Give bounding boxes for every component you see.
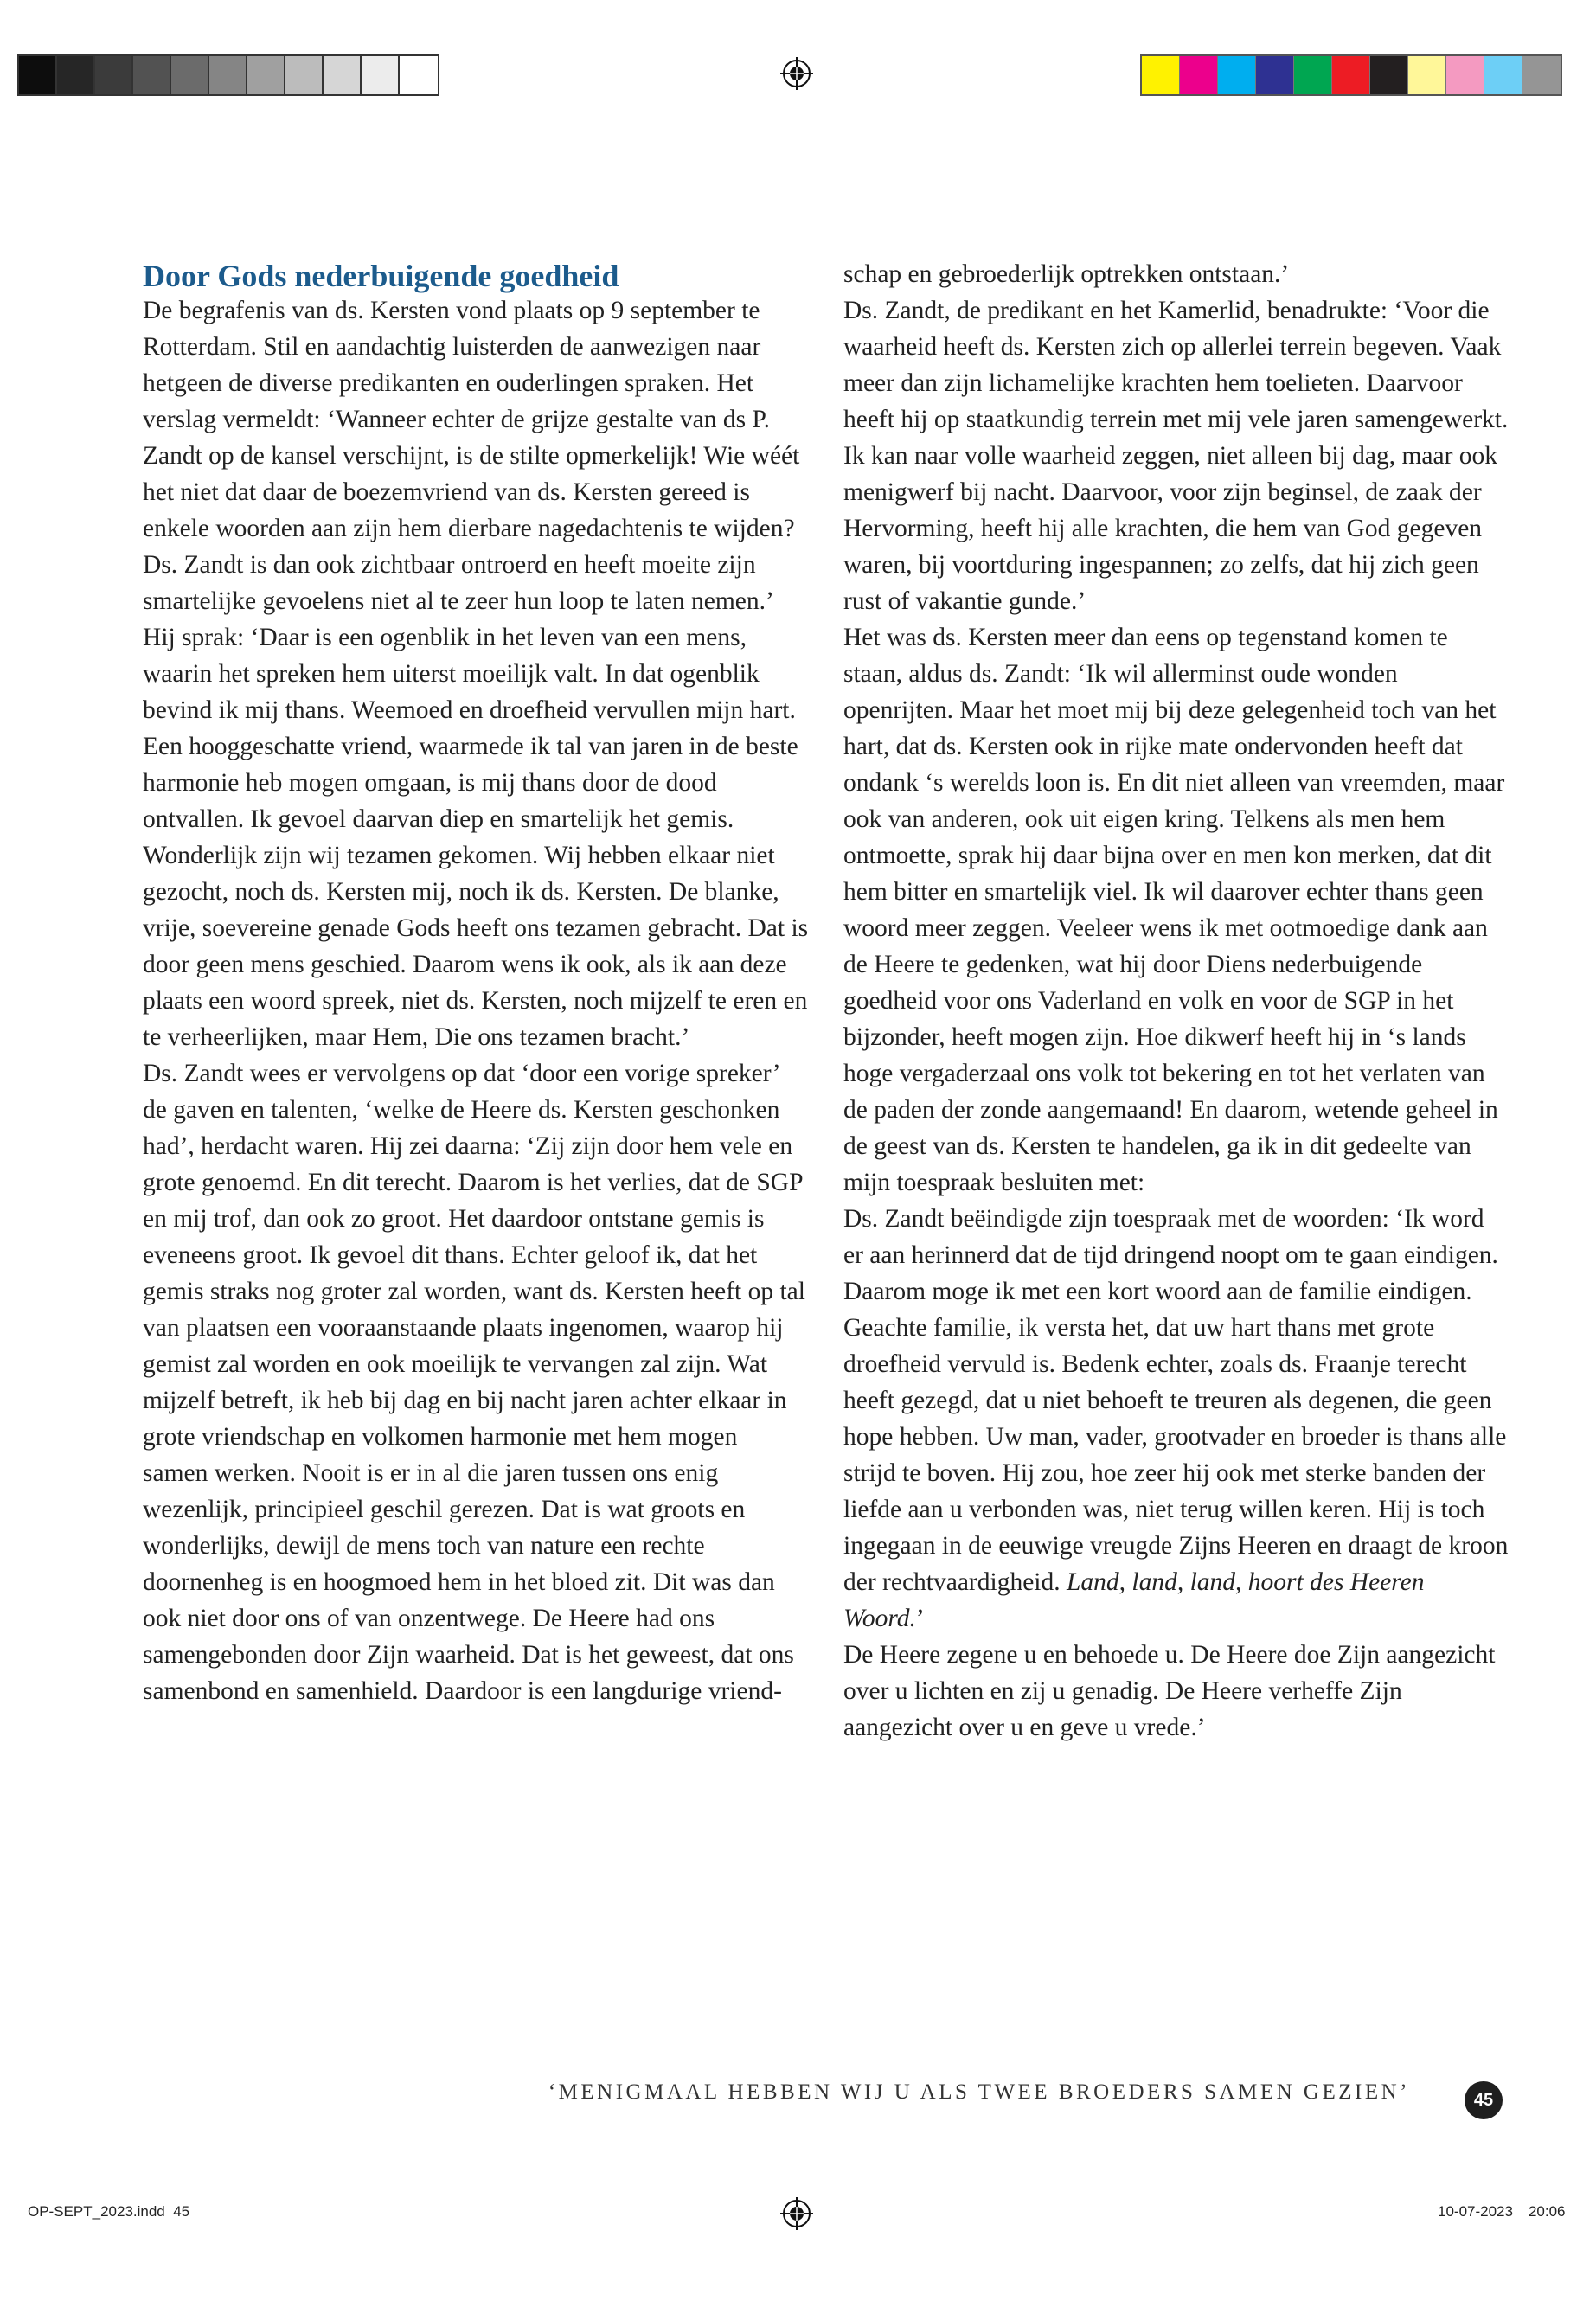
color-swatch [1484,56,1522,94]
color-swatch [1142,56,1180,94]
slug-date: 10-07-2023 [1438,2203,1513,2220]
bible-quote: Land, land, land, hoort des Heeren Woord. [843,1568,1425,1632]
grey-swatch [133,56,171,94]
color-swatch [1446,56,1484,94]
grey-swatch [362,56,400,94]
grey-swatch [19,56,57,94]
article-column-left [143,256,809,1709]
article-paragraph-with-quote [843,1201,1509,1637]
article-paragraph: Ds. Zandt, de predikant en het Kamerlid, benadrukte: ‘Voor die waarheid heeft ds. Kersten zich op allerlei terrein begeven. Vaak meer dan zijn lichamelijke krachten hem toelieten. Daarvoor heeft hij op staatkundig terrein met mij vele jaren samengewerkt. Ik kan naar volle waarheid zeggen, niet alleen bij dag, maar ook menigwerf bij nacht. Daarvoor, voor zijn beginsel, de zaak der Hervorming, heeft hij alle krachten, die hem van God gegeven waren, bij voortduring ingespannen; zo zelfs, dat hij zich geen rust of vakantie gunde.’ [843,297,1509,615]
quote-lead-text: Ds. Zandt beëindigde zijn toespraak met de woorden: ‘Ik word er aan herinnerd dat de tijd dringend noopt om te gaan eindigen. Daarom moge ik met een kort woord aan de familie eindigen. Geachte familie, ik versta het, dat uw hart thans met grote droefheid vervuld is. Bedenk echter, zoals ds. Fraanje terecht heeft gezegd, dat u niet behoeft te treuren als degenen, die geen hope hebben. Uw man, vader, grootvader en broeder is thans alle strijd te boven. Hij zou, hoe zeer hij ook met sterke banden der liefde aan u verbonden was, niet terug willen keren. Hij is toch ingegaan in de eeuwige vreugde Zijns Heeren en draagt de kroon der rechtvaardigheid. [843,1205,1509,1596]
slug-page: 45 [173,2203,190,2220]
color-swatch [1180,56,1218,94]
article-paragraph: schap en gebroederlijk optrekken ontstaan.’ [843,260,1290,288]
article-headline: Door Gods nederbuigende goedheid [143,259,619,293]
registration-mark-icon [780,2197,813,2230]
grey-swatch [209,56,247,94]
article-paragraph: De begrafenis van ds. Kersten vond plaats op 9 september te Rotterdam. Stil en aandachtig luisterden de aanwezigen naar hetgeen de diverse predikanten en ouderlingen spraken. Het verslag vermeldt: ‘Wanneer echter de grijze gestalte van ds P. Zandt op de kansel verschijnt, is de stilte opmerkelijk! Wie wéét het niet dat daar de boezemvriend van ds. Kersten gereed is enkele woorden aan zijn hem dierbare nagedachtenis te wijden? Ds. Zandt is dan ook zichtbaar ontroerd en heeft moeite zijn smartelijke gevoelens niet al te zeer hun loop te laten nemen.’ [143,297,800,615]
color-swatch [1408,56,1446,94]
grey-swatch [324,56,362,94]
color-calibration-bar [1140,54,1562,96]
slug-filename: OP-SEPT_2023.indd [28,2203,165,2220]
article-column-right [843,256,1509,1746]
article-paragraph: Hij sprak: ‘Daar is een ogenblik in het leven van een mens, waarin het spreken hem uiterst moeilijk valt. In dat ogenblik bevind ik mij thans. Weemoed en droefheid vervullen mijn hart. Een hooggeschatte vriend, waarmede ik tal van jaren in de beste harmonie heb mogen omgaan, is mij thans door de dood ontvallen. Ik gevoel daarvan diep en smartelijk het gemis. Wonderlijk zijn wij tezamen gekomen. Wij hebben elkaar niet gezocht, noch ds. Kersten mij, noch ik ds. Kersten. De blanke, vrije, soevereine genade Gods heeft ons tezamen gebracht. Dat is door geen mens geschied. Daarom wens ik ook, als ik aan deze plaats een woord spreek, niet ds. Kersten, noch mijzelf te eren en te verheerlijken, maar Hem, Die ons tezamen bracht.’ [143,624,809,1051]
grey-swatch [285,56,324,94]
article-paragraph: De Heere zegene u en behoede u. De Heere doe Zijn aangezicht over u lichten en zij u genadig. De Heere verheffe Zijn aangezicht over u en geve u vrede.’ [843,1641,1496,1741]
color-swatch [1522,56,1561,94]
color-swatch [1294,56,1332,94]
color-swatch [1256,56,1294,94]
running-title: ‘MENIGMAAL HEBBEN WIJ U ALS TWEE BROEDERS SAMEN GEZIEN’ [548,2080,1410,2104]
slug-file-info [28,2203,189,2221]
slug-time: 20:06 [1528,2203,1566,2220]
grey-swatch [57,56,95,94]
page-number-badge: 45 [1465,2081,1503,2119]
grey-swatch [95,56,133,94]
color-swatch [1218,56,1256,94]
registration-mark-icon [780,57,813,90]
grey-calibration-bar [17,54,439,96]
quote-close-mark: ’ [915,1605,925,1632]
grey-swatch [171,56,209,94]
color-swatch [1332,56,1370,94]
slug-timestamp [1438,2203,1566,2221]
grey-swatch [247,56,285,94]
color-swatch [1370,56,1408,94]
article-paragraph: Ds. Zandt wees er vervolgens op dat ‘door een vorige spreker’ de gaven en talenten, ‘welke de Heere ds. Kersten geschonken had’, herdacht waren. Hij zei daarna: ‘Zij zijn door hem vele en grote genoemd. En dit terecht. Daarom is het verlies, dat de SGP en mij trof, dan ook zo groot. Het daardoor ontstane gemis is eveneens groot. Ik gevoel dit thans. Echter geloof ik, dat het gemis straks nog groter zal worden, want ds. Kersten heeft op tal van plaatsen een vooraanstaande plaats ingenomen, waarop hij gemist zal worden en ook moeilijk te vervangen zal zijn. Wat mijzelf betreft, ik heb bij dag en bij nacht jaren achter elkaar in grote vriendschap en volkomen harmonie met hem mogen samen werken. Nooit is er in al die jaren tussen ons enig wezenlijk, principieel geschil gerezen. Dat is wat groots en wonderlijks, dewijl de mens toch van nature een rechte doornenheg is en hoogmoed hem in het bloed zit. Dit was dan ook niet door ons of van onzentwege. De Heere had ons samengebonden door Zijn waarheid. Dat is het geweest, dat ons samenbond en samenhield. Daardoor is een langdurige vriend- [143,1060,805,1705]
article-paragraph: Het was ds. Kersten meer dan eens op tegenstand komen te staan, aldus ds. Zandt: ‘Ik wil allerminst oude wonden openrijten. Maar het moet mij bij deze gelegenheid toch van het hart, dat ds. Kersten ook in rijke mate ondervonden heeft dat ondank ‘s werelds loon is. En dit niet alleen van vreemden, maar ook van anderen, ook uit eigen kring. Telkens als men hem ontmoette, sprak hij daar bijna over en men kon merken, dat dit hem bitter en smartelijk viel. Ik wil daarover echter thans geen woord meer zeggen. Veeleer wens ik met ootmoedige dank aan de Heere te gedenken, wat hij door Diens nederbuigende goedheid voor ons Vaderland en volk en voor de SGP in het bijzonder, heeft mogen zijn. Hoe dikwerf heeft hij in ‘s lands hoge vergaderzaal ons volk tot bekering en tot het verlaten van de paden der zonde aangemaand! En daarom, wetende geheel in de geest van ds. Kersten te handelen, ga ik in dit gedeelte van mijn toespraak besluiten met: [843,624,1505,1196]
grey-swatch [400,56,438,94]
